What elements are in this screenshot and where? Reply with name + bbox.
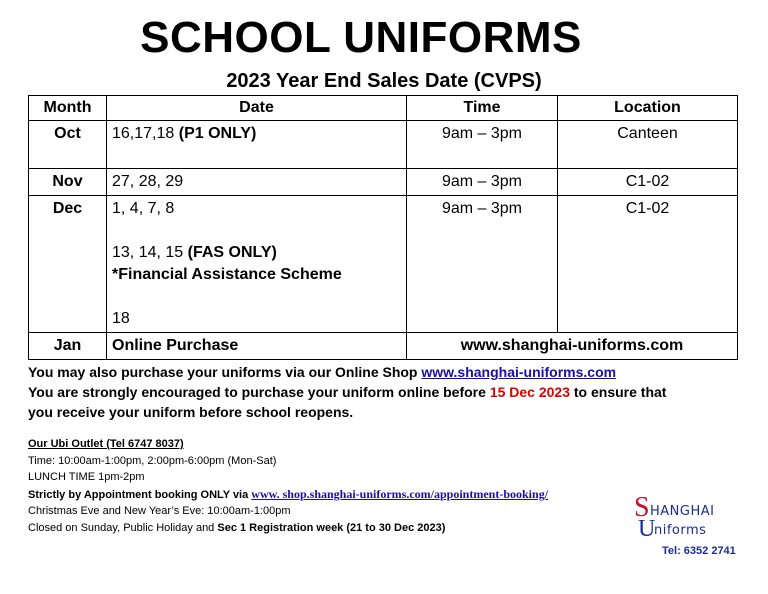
header-time: Time — [407, 96, 558, 121]
header-month: Month — [29, 96, 107, 121]
appointment-link[interactable]: www. shop.shanghai-uniforms.com/appointment-booking/ — [251, 486, 549, 501]
logo-initial-u: U — [638, 516, 656, 538]
date-cell: Online Purchase — [107, 333, 407, 360]
online-shop-note — [28, 362, 748, 382]
table-row-jan — [29, 333, 738, 360]
date-line — [112, 242, 401, 264]
shanghai-uniforms-logo — [632, 494, 742, 538]
closed-text: Closed on Sunday, Public Holiday and — [28, 521, 218, 534]
website-cell: www.shanghai-uniforms.com — [407, 333, 738, 360]
date-cell — [107, 196, 407, 333]
table-row-nov — [29, 169, 738, 196]
time-cell: 9am – 3pm — [407, 169, 558, 196]
time-cell: 9am – 3pm — [407, 121, 558, 169]
date-text: 16,17,18 — [112, 125, 179, 142]
month-cell: Oct — [29, 121, 107, 169]
outlet-heading: Our Ubi Outlet (Tel 6747 8037) — [28, 438, 184, 450]
location-cell: Canteen — [558, 121, 738, 169]
deadline-date: 15 Dec 2023 — [489, 384, 570, 400]
logo-text-bottom: niforms — [654, 523, 707, 538]
location-cell: C1-02 — [558, 169, 738, 196]
purchase-notes — [28, 362, 748, 422]
online-shop-link[interactable]: www.shanghai-uniforms.com — [421, 364, 617, 380]
location-cell: C1-02 — [558, 196, 738, 333]
table-row-dec — [29, 196, 738, 333]
date-qualifier: (FAS ONLY) — [187, 244, 277, 261]
logo-initial-s: S — [634, 494, 650, 523]
date-cell: 27, 28, 29 — [107, 169, 407, 196]
date-line: 1, 4, 7, 8 — [112, 200, 175, 217]
page-subtitle: 2023 Year End Sales Date (CVPS) — [226, 70, 542, 92]
appointment-text: Strictly by Appointment booking ONLY via — [28, 488, 252, 501]
note-text: You may also purchase your uniforms via our Online Shop — [28, 364, 422, 380]
outlet-lunch: LUNCH TIME 1pm-2pm — [28, 471, 145, 483]
page-title: SCHOOL UNIFORMS — [140, 13, 582, 62]
note-text: to ensure that you receive your uniform before school reopens. — [28, 384, 667, 420]
note-text: You are strongly encouraged to purchase your uniform online before — [28, 384, 490, 400]
date-cell — [107, 121, 407, 169]
fas-note: *Financial Assistance Scheme — [112, 266, 342, 283]
telephone-number: Tel: 6352 2741 — [662, 545, 736, 557]
header-location: Location — [558, 96, 738, 121]
time-cell: 9am – 3pm — [407, 196, 558, 333]
date-qualifier: (P1 ONLY) — [178, 125, 257, 142]
table-header-row — [29, 96, 738, 121]
date-line: 18 — [112, 310, 130, 327]
outlet-hours: Time: 10:00am-1:00pm, 2:00pm-6:00pm (Mon-Sat) — [28, 454, 277, 467]
deadline-note — [28, 382, 688, 422]
closed-period: Sec 1 Registration week (21 to 30 Dec 2023) — [217, 521, 446, 534]
logo-text-top: HANGHAI — [650, 504, 715, 519]
sales-date-table — [28, 95, 738, 360]
month-cell: Jan — [29, 333, 107, 360]
date-text: 13, 14, 15 — [112, 244, 188, 261]
table-row-oct — [29, 121, 738, 169]
month-cell: Nov — [29, 169, 107, 196]
outlet-holiday-hours: Christmas Eve and New Year’s Eve: 10:00am-1:00pm — [28, 505, 291, 517]
month-cell: Dec — [29, 196, 107, 333]
header-date: Date — [107, 96, 407, 121]
